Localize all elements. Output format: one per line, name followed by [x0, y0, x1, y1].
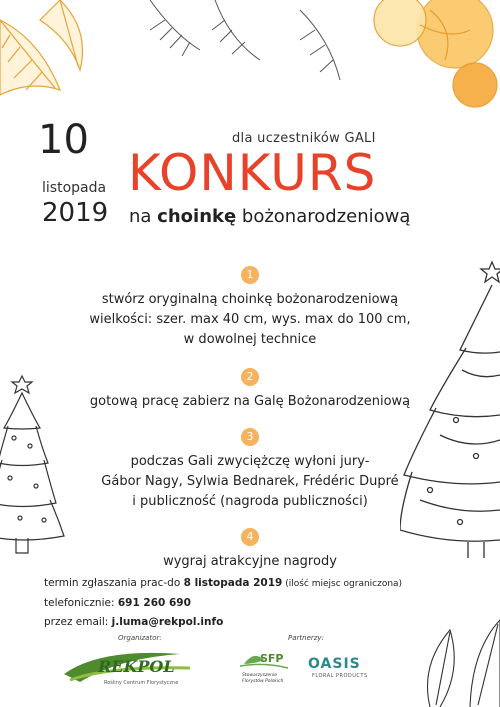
svg-text:SFP: SFP	[260, 652, 284, 665]
step-line: podczas Gali zwyciężczę wyłoni jury-	[130, 454, 370, 469]
email-label: przez email:	[44, 616, 112, 628]
rekpol-logo	[60, 644, 200, 692]
step-line: wielkości: szer. max 40 cm, wys. max do 100 cm,	[89, 312, 411, 327]
leaf-decoration-bottom	[400, 610, 500, 707]
oasis-logo	[306, 654, 380, 684]
date-day: 10	[38, 117, 89, 163]
svg-text:REKPOL: REKPOL	[98, 657, 175, 676]
step-number-badge: 1	[241, 266, 259, 284]
svg-text:OASIS: OASIS	[308, 656, 361, 672]
step-number-badge: 4	[241, 528, 259, 546]
step-1	[60, 266, 440, 350]
contest-subtitle	[129, 206, 410, 227]
organizer-label: Organizator:	[118, 634, 162, 642]
date-year: 2019	[42, 198, 109, 228]
step-line: gotową pracę zabierz na Galę Bożonarodzeniową	[89, 394, 411, 409]
step-line: w dowolnej technice	[183, 332, 317, 347]
step-4	[60, 528, 440, 572]
deadline-label: termin zgłaszania prac-do	[44, 577, 184, 589]
step-2	[60, 368, 440, 412]
sfp-logo	[234, 642, 304, 690]
subtitle-post: bożonarodzeniową	[236, 206, 411, 227]
deadline-note: (ilość miejsc ograniczona)	[282, 579, 403, 589]
step-3	[60, 428, 440, 512]
step-number-badge: 2	[241, 368, 259, 386]
subtitle-pre: na	[129, 206, 158, 227]
phone-number: 691 260 690	[117, 597, 191, 609]
date-month: listopada	[42, 180, 107, 196]
svg-text:FLORAL PRODUCTS: FLORAL PRODUCTS	[312, 673, 368, 679]
svg-text:Rośliny Centrum Florystyczne: Rośliny Centrum Florystyczne	[104, 680, 179, 686]
step-line: Gábor Nagy, Sylwia Bednarek, Frédéric Dupré	[101, 474, 399, 489]
step-line: wygraj atrakcyjne nagrody	[163, 554, 337, 569]
participants-subtitle: dla uczestników GALI	[232, 131, 376, 146]
svg-text:Florystów Polskich: Florystów Polskich	[242, 679, 284, 684]
deadline-line	[44, 577, 402, 589]
phone-label: telefonicznie:	[44, 597, 118, 609]
phone-line	[44, 597, 191, 609]
leaf-decoration-top	[0, 0, 500, 120]
step-number-badge: 3	[241, 428, 259, 446]
page-title: KONKURS	[128, 144, 377, 202]
email-line	[44, 616, 223, 628]
partners-label: Partnerzy:	[288, 634, 324, 642]
step-line: stwórz oryginalną choinkę bożonarodzeniową	[101, 292, 399, 307]
deadline-date: 8 listopada 2019	[183, 577, 283, 589]
step-line: i publiczność (nagroda publiczności)	[132, 494, 368, 509]
subtitle-bold: choinkę	[157, 206, 237, 227]
email-link[interactable]: j.luma@rekpol.info	[111, 616, 224, 628]
svg-text:Stowarzyszenie: Stowarzyszenie	[242, 673, 278, 678]
